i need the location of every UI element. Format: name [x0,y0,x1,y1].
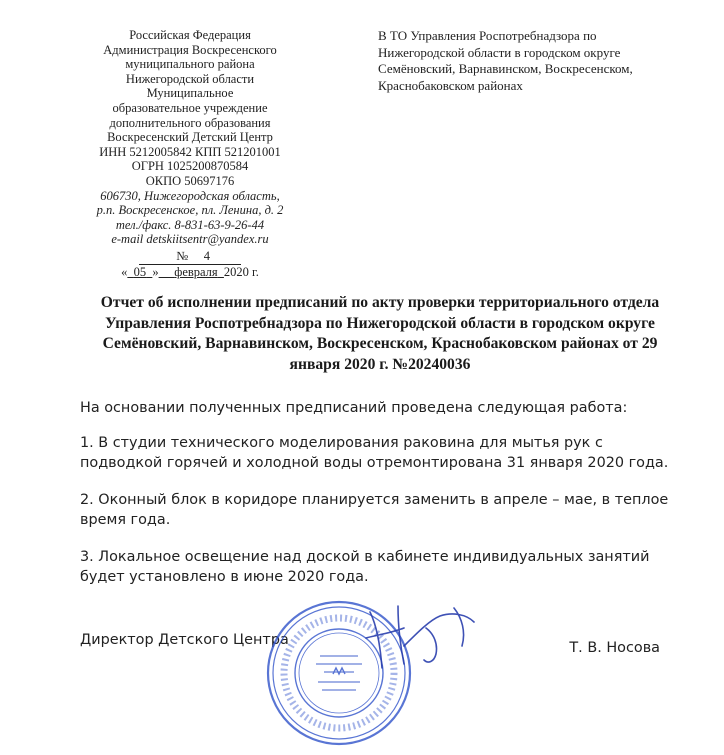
letterhead-line: ОКПО 50697176 [145,173,235,188]
document-date [80,265,300,280]
letterhead-line: Российская Федерация [129,28,251,42]
signer-role: Директор Детского Центра [80,632,289,648]
outgoing-number [80,249,300,265]
date-day: 05 [133,264,147,279]
date-year: 2020 г. [223,264,259,279]
item-1-paragraph: 1. В студии технического моделирования раковина для мытья рук с подводкой горячей и холодной воды отремонтирована 31 января 2020 года. [80,435,669,471]
letterhead-line: образовательное учреждение [112,100,268,115]
date-open-quote: « [121,264,128,279]
letterhead-line: муниципального района [125,57,255,72]
signer-name: Т. В. Носова [569,640,660,656]
letterhead-line: Муниципальное [146,86,234,101]
letterhead-line: Воскресенский Детский Центр [107,130,273,145]
letterhead [80,28,300,279]
letterhead-line: ИНН 5212005842 КПП 521201001 [99,144,281,159]
letterhead-address-line: р.п. Воскресенское, пл. Ленина, д. 2 [96,203,284,218]
letterhead-line: Администрация Воскресенского [103,42,277,57]
handwritten-signature-icon [362,598,482,678]
letterhead-address-line: 606730, Нижегородская область, [100,188,280,203]
letterhead-line: Нижегородской области [125,71,255,86]
letterhead-line: дополнительного образования [109,115,271,130]
item-2-paragraph: 2. Оконный блок в коридоре планируется заменить в апреле – мае, в теплое время года. [80,492,669,528]
letterhead-email-line: e-mail detskiitsentr@yandex.ru [111,232,269,247]
intro-paragraph: На основании полученных предписаний проведена следующая работа: [80,400,628,416]
number-value: 4 [203,248,211,263]
addressee: В ТО Управления Роспотребнадзора по Нижегородской области в городском округе Семёновский, Варнавинском, Воскресенском, Краснобаковском районах [378,28,633,93]
date-month: февраля [174,264,218,279]
item-3-paragraph: 3. Локальное освещение над доской в кабинете индивидуальных занятий будет установлено в июне 2020 года. [80,549,650,585]
date-close-quote: » [152,264,159,279]
number-sign: № [176,248,189,263]
letterhead-line: ОГРН 1025200870584 [131,159,249,174]
document-title: Отчет об исполнении предписаний по акту проверки территориального отдела Управления Роспотребнадзора по Нижегородской области в городском округе Семёновский, Варнавинском, Воскресенском, Краснобаковском районах от 29 января 2020 г. №20240036 [100,294,660,373]
letterhead-address-line: тел./факс. 8-831-63-9-26-44 [115,217,265,232]
